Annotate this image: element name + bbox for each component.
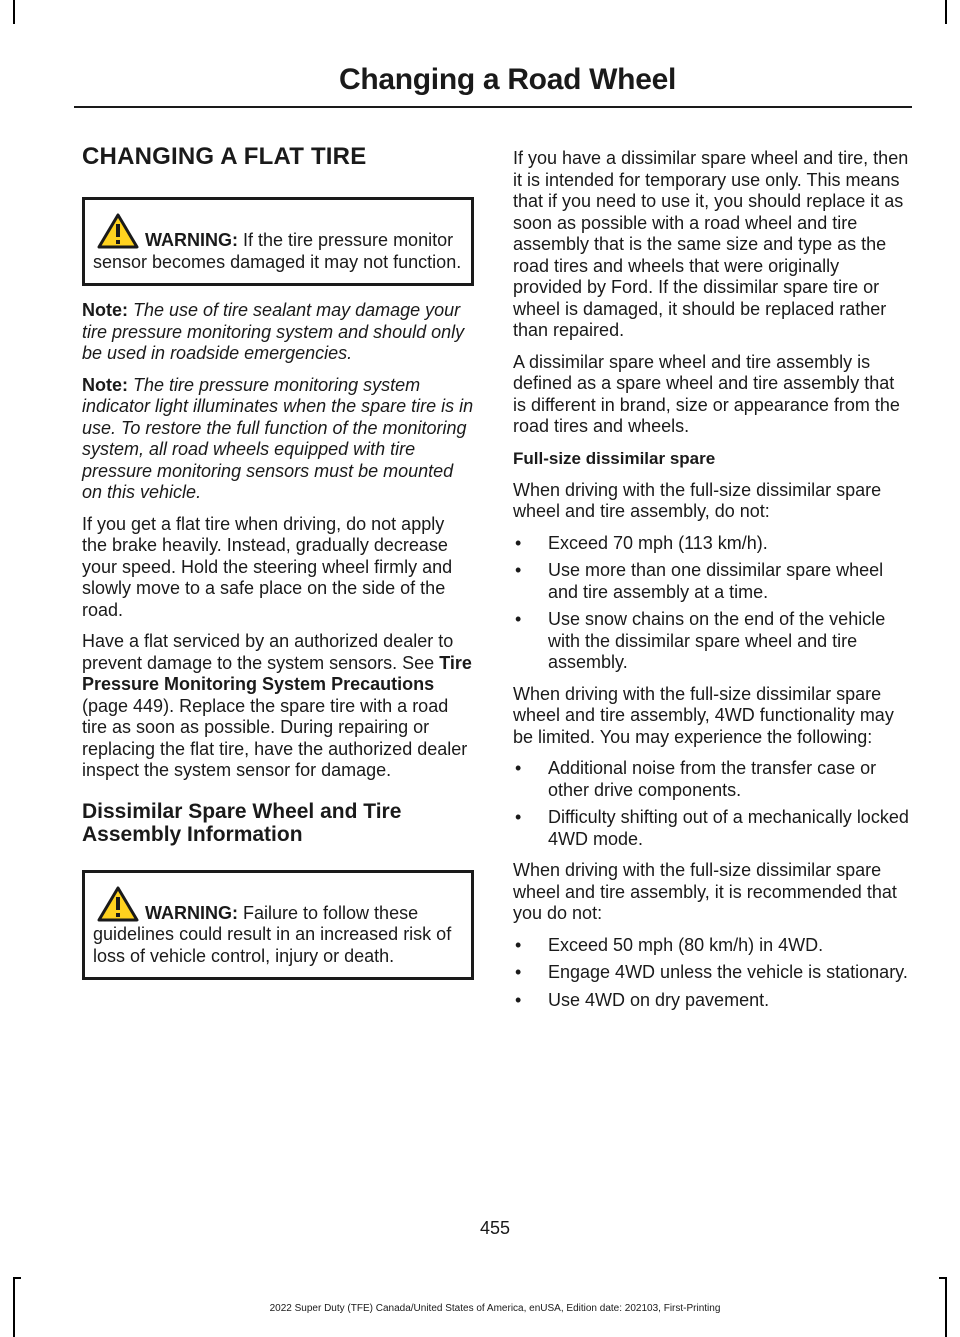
page-title: Changing a Road Wheel — [338, 63, 676, 96]
note-text: The use of tire sealant may damage your tire pressure monitoring system and should only be used in roadside emergencies. — [82, 300, 465, 363]
note-text: The tire pressure monitoring system indicator light illuminates when the spare tire is in use. To restore the full function of the monitoring system, all road wheels equipped with tire pressure monitoring sensors must be mounted on this vehicle. — [82, 374, 474, 502]
list-item-text: Use more than one dissimilar spare wheel and tire assembly at a time. — [548, 560, 884, 602]
note-label: Note: — [82, 374, 128, 395]
list-item-text: Exceed 70 mph (113 km/h). — [548, 532, 768, 553]
warning-box-2 — [82, 870, 474, 981]
body-paragraph — [82, 631, 474, 782]
warning-text: If the tire pressure monitor sensor becomes damaged it may not function. — [93, 230, 462, 272]
body-paragraph: When driving with the full-size dissimilar spare wheel and tire assembly, do not: — [513, 479, 882, 521]
list-item — [513, 990, 909, 1012]
note-paragraph — [82, 375, 474, 504]
bullet-icon: • — [515, 532, 522, 553]
page-number: 455 — [479, 1218, 511, 1238]
minor-heading: Full-size dissimilar spare — [513, 448, 716, 468]
list-item-text: Use 4WD on dry pavement. — [548, 989, 770, 1010]
right-column — [513, 148, 909, 1021]
bullet-icon: • — [515, 934, 522, 955]
body-text: (page 449). Replace the spare tire with a road tire as soon as possible. During repairing or replacing the flat tire, have the authorized dealer inspect the system sensor for damage. — [82, 695, 468, 780]
list-item — [513, 935, 909, 957]
warning-triangle-icon — [97, 213, 139, 249]
list-item-text: Additional noise from the transfer case or other drive components. — [548, 758, 877, 800]
bullet-icon: • — [515, 807, 522, 827]
list-item-text: Use snow chains on the end of the vehicle with the dissimilar spare wheel and tire assembly. — [548, 609, 886, 672]
warning-text: Failure to follow these guidelines could result in an increased risk of loss of vehicle control, injury or death. — [93, 902, 452, 966]
list-item — [513, 560, 909, 603]
cross-reference-link[interactable]: Tire Pressure Monitoring System Precautions — [82, 652, 472, 694]
crop-mark-top-left — [13, 0, 15, 24]
body-paragraph: If you have a dissimilar spare wheel and tire, then it is intended for temporary use only. This means that if you need to use it, you should replace it as soon as possible with a road wheel and tire assembly that is the same size and type as the road tires and wheels that were originally provided by Ford. If the dissimilar spare tire or wheel is damaged, it should be replaced rather than repaired. — [513, 148, 909, 340]
bullet-icon: • — [515, 962, 522, 982]
footer-edition-info: 2022 Super Duty (TFE) Canada/United States of America, enUSA, Edition date: 202103, First-Printing — [269, 1303, 721, 1314]
list-item-text: Exceed 50 mph (80 km/h) in 4WD. — [548, 934, 824, 955]
list-item — [513, 962, 909, 984]
note-paragraph — [82, 300, 474, 365]
warning-label: WARNING: — [145, 902, 238, 923]
bullet-list — [513, 758, 909, 850]
warning-box-1 — [82, 197, 474, 286]
crop-mark-top-right — [945, 0, 947, 24]
body-paragraph: A dissimilar spare wheel and tire assembly is defined as a spare wheel and tire assembly that is different in brand, size or appearance from the road tires and wheels. — [513, 351, 900, 436]
body-paragraph: When driving with the full-size dissimilar spare wheel and tire assembly, it is recommended that you do not: — [513, 860, 897, 923]
warning-triangle-icon — [97, 886, 139, 922]
section-heading: CHANGING A FLAT TIRE — [82, 143, 367, 170]
list-item — [513, 533, 909, 555]
crop-mark-bottom-right-h — [939, 1277, 947, 1279]
body-text: Have a flat serviced by an authorized dealer to prevent damage to the system sensors. See — [82, 631, 454, 673]
list-item — [513, 758, 909, 801]
warning-label: WARNING: — [145, 230, 238, 250]
bullet-list — [513, 533, 909, 674]
bullet-icon: • — [515, 758, 522, 778]
body-paragraph: If you get a flat tire when driving, do not apply the brake heavily. Instead, gradually decrease your speed. Hold the steering wheel firmly and slowly move to a safe place on the side of the road. — [82, 513, 453, 620]
body-paragraph: When driving with the full-size dissimilar spare wheel and tire assembly, 4WD functionality may be limited. You may experience the following: — [513, 683, 894, 747]
left-column — [82, 142, 474, 994]
list-item-text: Engage 4WD unless the vehicle is stationary. — [548, 962, 908, 982]
bullet-list — [513, 935, 909, 1012]
header-divider — [74, 106, 912, 108]
bullet-icon: • — [515, 560, 522, 580]
bullet-icon: • — [515, 989, 522, 1010]
crop-mark-bottom-left-h — [13, 1277, 21, 1279]
subsection-heading: Dissimilar Spare Wheel and Tire Assembly Information — [82, 799, 402, 846]
list-item-text: Difficulty shifting out of a mechanically locked 4WD mode. — [548, 807, 909, 849]
list-item — [513, 807, 909, 850]
list-item — [513, 609, 909, 674]
bullet-icon: • — [515, 609, 522, 629]
note-label: Note: — [82, 300, 128, 320]
